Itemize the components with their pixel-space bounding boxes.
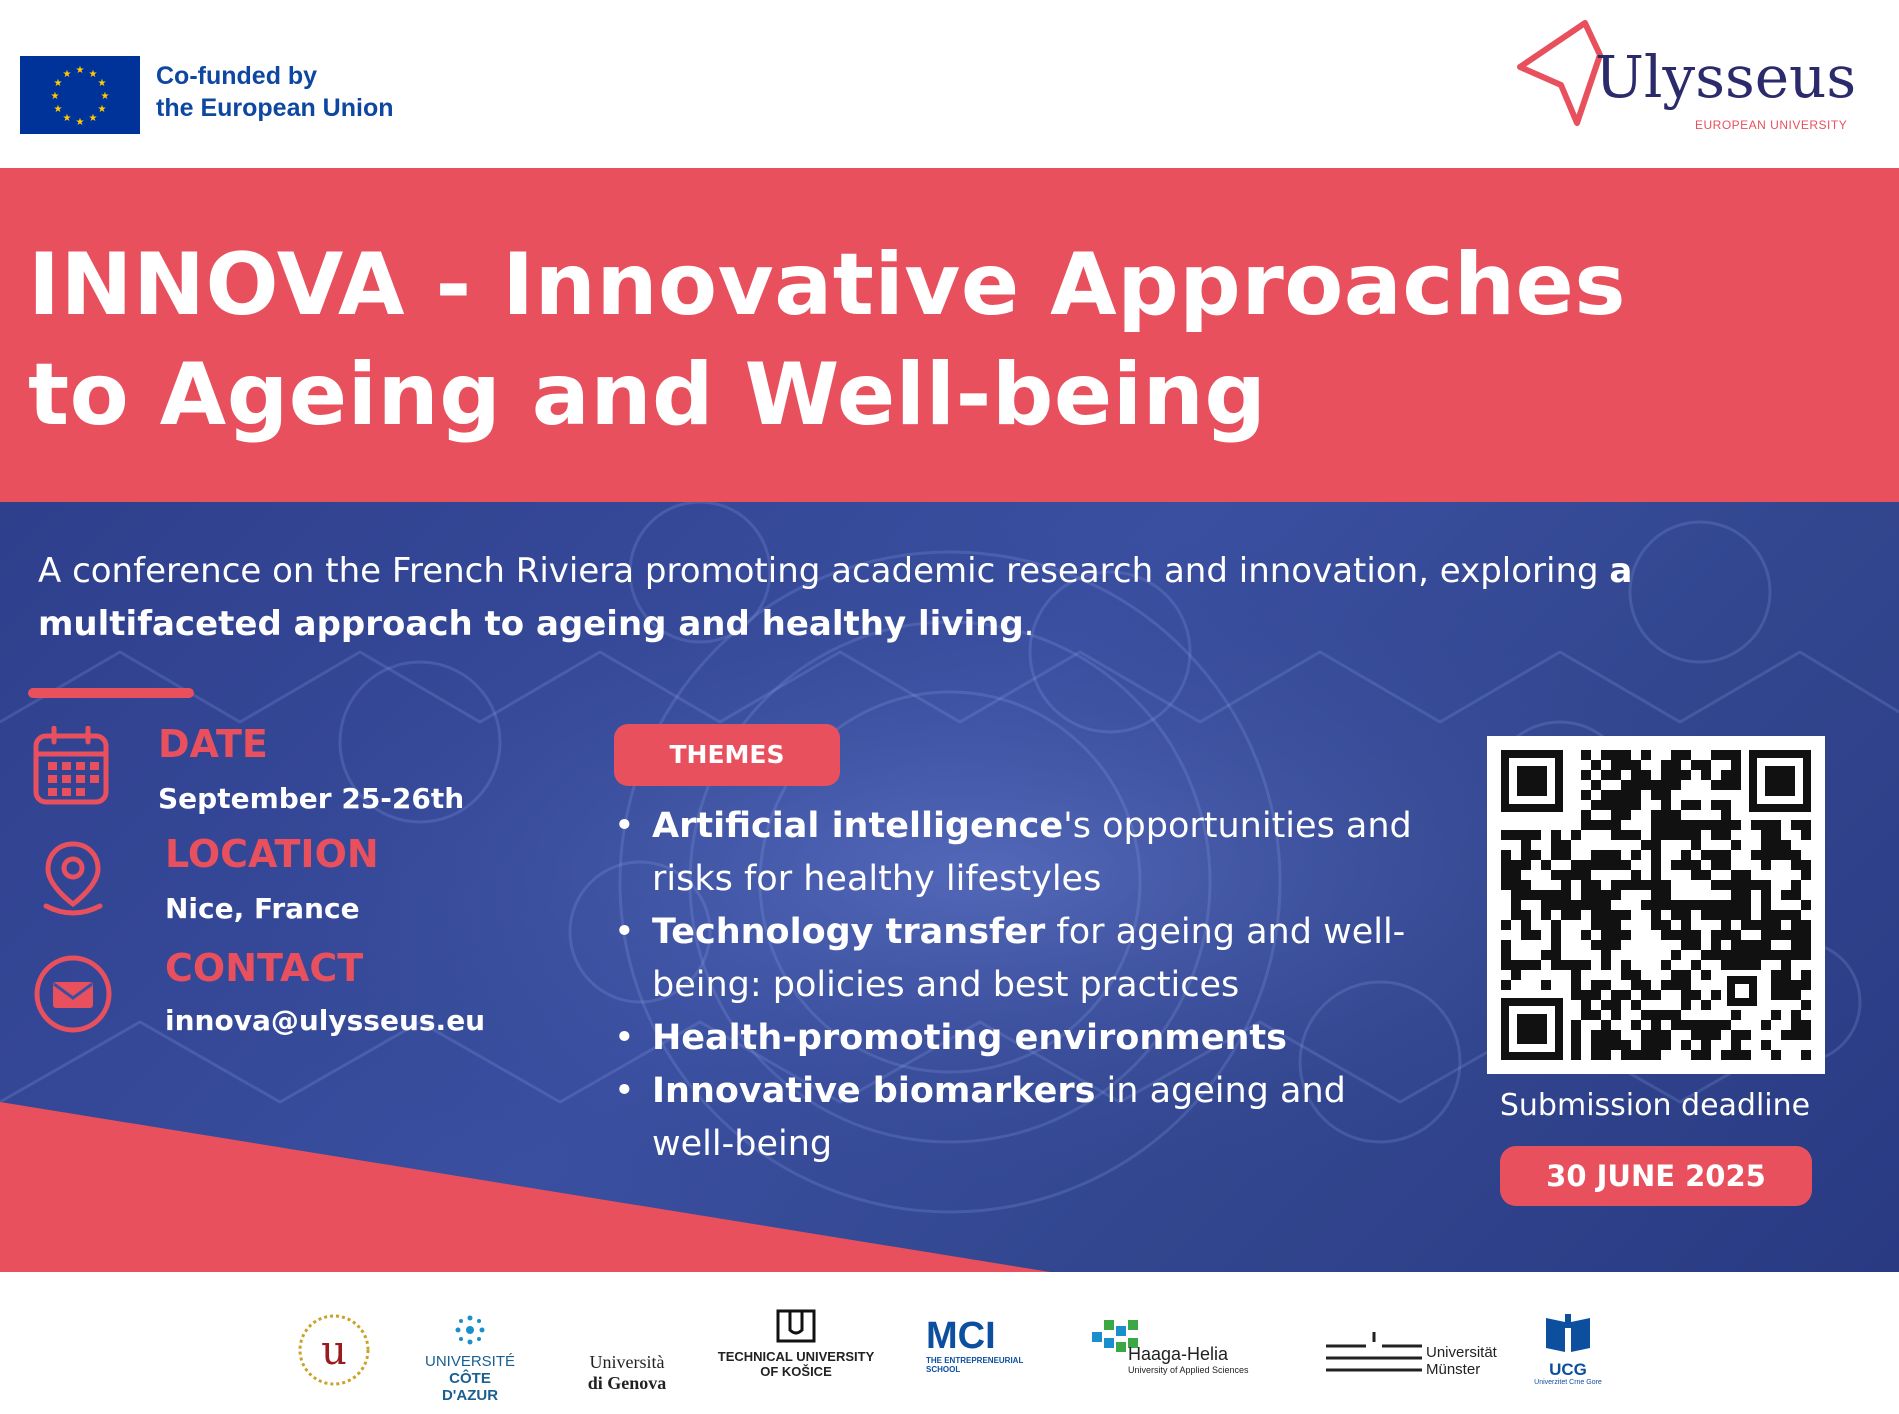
theme-item-text: for ageing and well-being: policies and best practices [652,912,1406,1005]
location-value: Nice, France [165,892,360,925]
svg-text:★: ★ [62,113,72,124]
cote-azur-star-icon [450,1312,490,1348]
ucg-book-icon [1543,1312,1593,1356]
mci-logo [926,1316,1046,1374]
ulysseus-wordmark: Ulysseus [1595,43,1857,111]
svg-text:★: ★ [75,65,85,76]
intro-text [38,545,1638,651]
svg-text:★: ★ [75,117,85,128]
theme-item-text: in ageing and well-being [652,1071,1346,1164]
theme-item-bold: Technology transfer [652,912,1046,952]
theme-item-bold: Health-promoting environments [652,1018,1287,1058]
accent-line [28,688,194,698]
kosice-mark-icon [775,1308,817,1344]
qr-code[interactable] [1487,736,1825,1074]
contact-email[interactable]: innova@ulysseus.eu [165,1004,486,1037]
theme-item [614,800,1414,906]
date-value: September 25-26th [158,782,465,815]
haaga-helia-subtitle: University of Applied Sciences [1128,1365,1249,1375]
svg-text:★: ★ [62,69,72,80]
kosice-line-2: OF KOŠICE [760,1364,832,1379]
cote-azur-line-1: UNIVERSITÉ [424,1353,515,1370]
envelope-icon [33,954,113,1034]
intro-text-regular: A conference on the French Riviera promoting academic research and innovation, exploring [38,551,1610,591]
theme-item-text: 's opportunities and risks for healthy lifestyles [652,806,1412,899]
svg-text:★: ★ [53,78,63,89]
page-title [28,230,1888,450]
svg-text:u: u [321,1328,347,1374]
svg-text:★: ★ [97,78,107,89]
calendar-icon [32,726,110,806]
kosice-logo [716,1308,876,1379]
haaga-helia-wordmark: Haaga-Helia [1128,1344,1229,1364]
mci-wordmark: MCI [926,1315,996,1357]
genova-line-2: di Genova [587,1373,667,1393]
location-pin-icon [40,840,106,918]
genova-line-1: Università [589,1352,665,1372]
qr-code-icon [1487,736,1825,1074]
intro-text-bold: a multifaceted approach to ageing and healthy living [38,551,1633,644]
mci-subtitle: THE ENTREPRENEURIAL SCHOOL [926,1356,1024,1374]
ucg-wordmark: UCG [1549,1360,1587,1379]
theme-item-bold: Artificial intelligence [652,806,1064,846]
svg-text:★: ★ [100,91,110,102]
eu-cofunded-text [156,60,394,124]
ucg-subtitle: Univerzitet Crne Gore [1534,1379,1602,1386]
svg-text:★: ★ [88,113,98,124]
kosice-line-1: TECHNICAL UNIVERSITY [717,1349,875,1364]
munster-line-1: Universität [1426,1344,1497,1361]
svg-text:★: ★ [88,69,98,80]
submission-deadline-date: 30 JUNE 2025 [1500,1146,1812,1206]
svg-text:★: ★ [50,91,60,102]
title-line-2: to Ageing and Well-being [28,345,1267,445]
munster-mark-icon [1326,1324,1422,1380]
svg-text:★: ★ [97,104,107,115]
theme-item [614,1012,1414,1065]
theme-item-bold: Innovative biomarkers [652,1071,1096,1111]
contact-label: CONTACT [165,946,364,990]
sevilla-logo [296,1312,372,1388]
eu-line-1: Co-funded by [156,62,318,90]
theme-item [614,1065,1414,1171]
svg-text:★: ★ [53,104,63,115]
ulysseus-logo [1515,15,1860,135]
intro-text-end: . [1023,604,1035,644]
ulysseus-subtitle: EUROPEAN UNIVERSITY [1695,118,1848,132]
eu-line-2: the European Union [156,94,394,122]
theme-item [614,906,1414,1012]
themes-badge: THEMES [614,724,840,786]
submission-deadline-label: Submission deadline [1499,1088,1811,1123]
cote-azur-logo [420,1312,520,1404]
munster-line-2: Münster [1426,1361,1481,1378]
themes-list [614,800,1414,1171]
title-line-1: INNOVA - Innovative Approaches [28,235,1627,335]
date-label: DATE [158,722,268,766]
cote-azur-line-2: CÔTE D'AZUR [441,1370,499,1404]
ucg-logo [1524,1312,1612,1386]
haaga-helia-logo [1128,1344,1260,1375]
munster-logo [1426,1344,1516,1378]
genova-logo [572,1352,682,1394]
location-label: LOCATION [165,832,379,876]
eu-flag-icon [20,56,140,134]
